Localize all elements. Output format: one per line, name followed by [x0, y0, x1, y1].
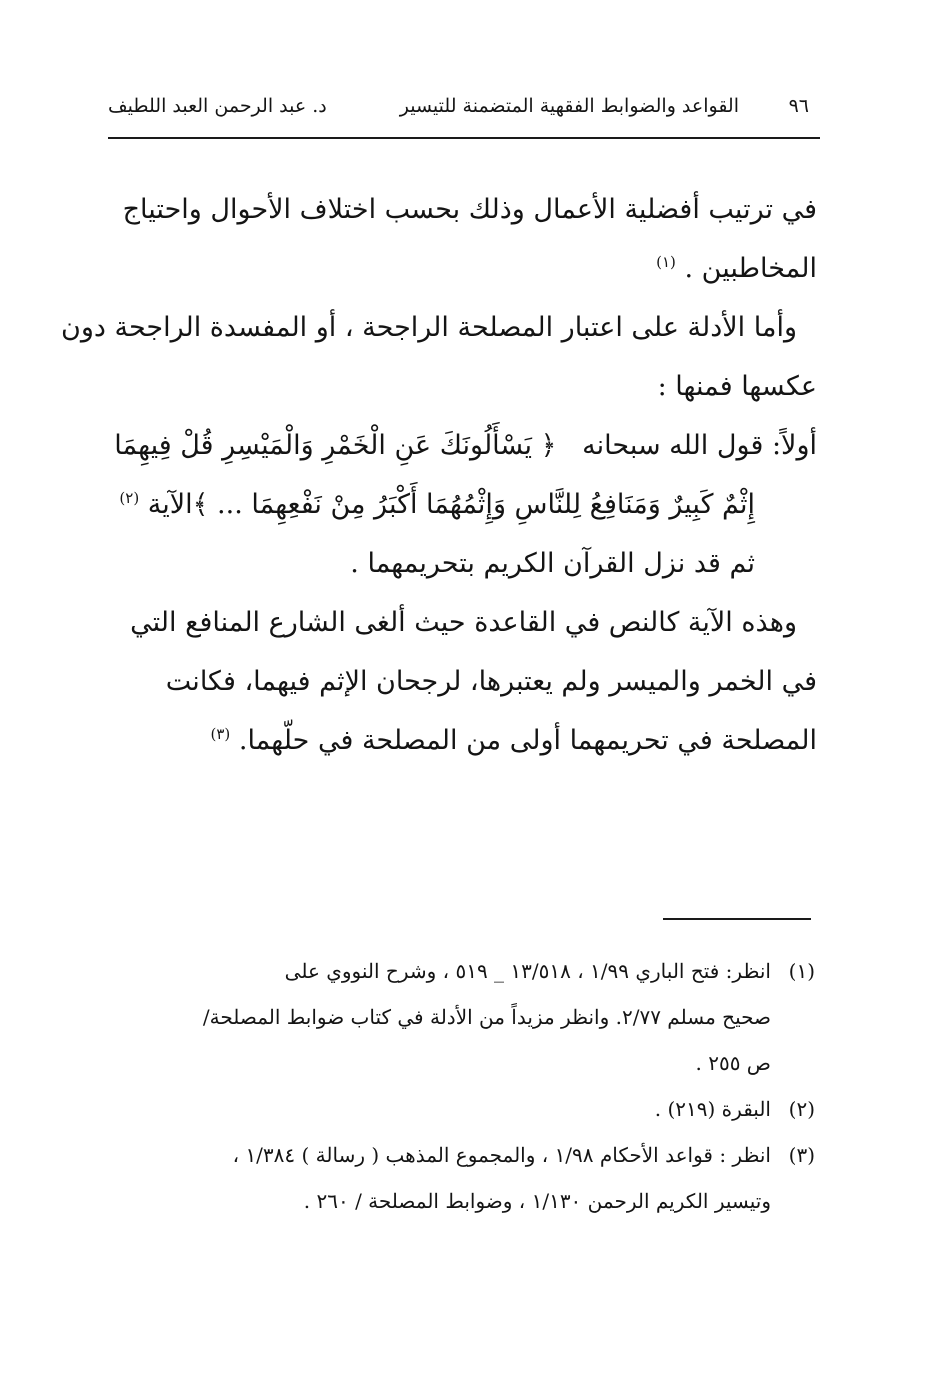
header-divider [108, 137, 820, 139]
running-header [108, 86, 809, 126]
paragraph-2 [61, 298, 817, 416]
quran-verse: ﴿ يَسْأَلُونَكَ عَنِ الْخَمْرِ وَالْمَيْسِرِ قُلْ فِيهِمَا [114, 430, 557, 461]
footnote-1 [95, 948, 815, 1086]
footnote-ref: (٢) [119, 489, 140, 507]
text-line: ثم قد نزل القرآن الكريم بتحريمهما . [350, 548, 755, 579]
footnotes [95, 948, 815, 1224]
footnote-number: (١) [788, 959, 815, 983]
paragraph-1 [101, 180, 817, 298]
text-segment: أولاً: قول الله سبحانه [582, 430, 817, 461]
text-line: في ترتيب أفضلية الأعمال وذلك بحسب اختلاف الأحوال واحتياج [122, 194, 817, 225]
running-book-title: القواعد والضوابط الفقهية المتضمنة للتيسير [399, 95, 739, 117]
footnote-text: ص ٢٥٥ . [695, 1051, 771, 1075]
text-line [101, 239, 817, 298]
text-line: عكسها فمنها : [657, 371, 817, 402]
running-author: د. عبد الرحمن العبد اللطيف [108, 95, 327, 117]
footnote-text: انظر: فتح الباري ١/٩٩ ، ١٣/٥١٨ _ ٥١٩ ، وشرح النووي على [284, 959, 771, 983]
page-number: ٩٦ [788, 95, 809, 117]
main-text [61, 180, 817, 770]
paragraph-4 [101, 593, 817, 770]
footnote-text: انظر : قواعد الأحكام ١/٩٨ ، والمجموع المذهب ( رسالة ) ١/٣٨٤ ، [232, 1143, 771, 1167]
text-line [101, 711, 817, 770]
footnote-ref: (٣) [210, 725, 231, 743]
text-line: وأما الأدلة على اعتبار المصلحة الراجحة ، أو المفسدة الراجحة دون [61, 312, 797, 343]
footnote-ref: (١) [656, 253, 676, 271]
paragraph-3 [101, 416, 817, 593]
footnote-text: وتيسير الكريم الرحمن ١/١٣٠ ، وضوابط المصلحة / ٢٦٠ . [303, 1189, 771, 1213]
text-line: في الخمر والميسر ولم يعتبرها، لرجحان الإثم فيهما، فكانت [165, 666, 817, 697]
text-line [101, 475, 817, 534]
footnote-divider [663, 918, 811, 920]
text-line [101, 416, 817, 475]
footnote-number: (٢) [788, 1097, 815, 1121]
text-segment: المصلحة في تحريمهما أولى من المصلحة في حلّهما. [238, 725, 817, 756]
footnote-number: (٣) [788, 1143, 815, 1167]
footnote-3 [95, 1132, 815, 1224]
footnote-text: صحيح مسلم ٢/٧٧. وانظر مزيداً من الأدلة في كتاب ضوابط المصلحة/ [202, 1005, 771, 1029]
footnote-text: البقرة (٢١٩) . [654, 1097, 771, 1121]
footnote-2 [95, 1086, 815, 1132]
text-segment: المخاطبين . [684, 253, 817, 284]
quran-verse: إِثْمٌ كَبِيرٌ وَمَنَافِعُ لِلنَّاسِ وَإِثْمُهُمَا أَكْبَرُ مِنْ نَفْعِهِمَا ... ﴾الآية [147, 489, 755, 520]
text-line: وهذه الآية كالنص في القاعدة حيث ألغى الشارع المنافع التي [130, 607, 797, 638]
